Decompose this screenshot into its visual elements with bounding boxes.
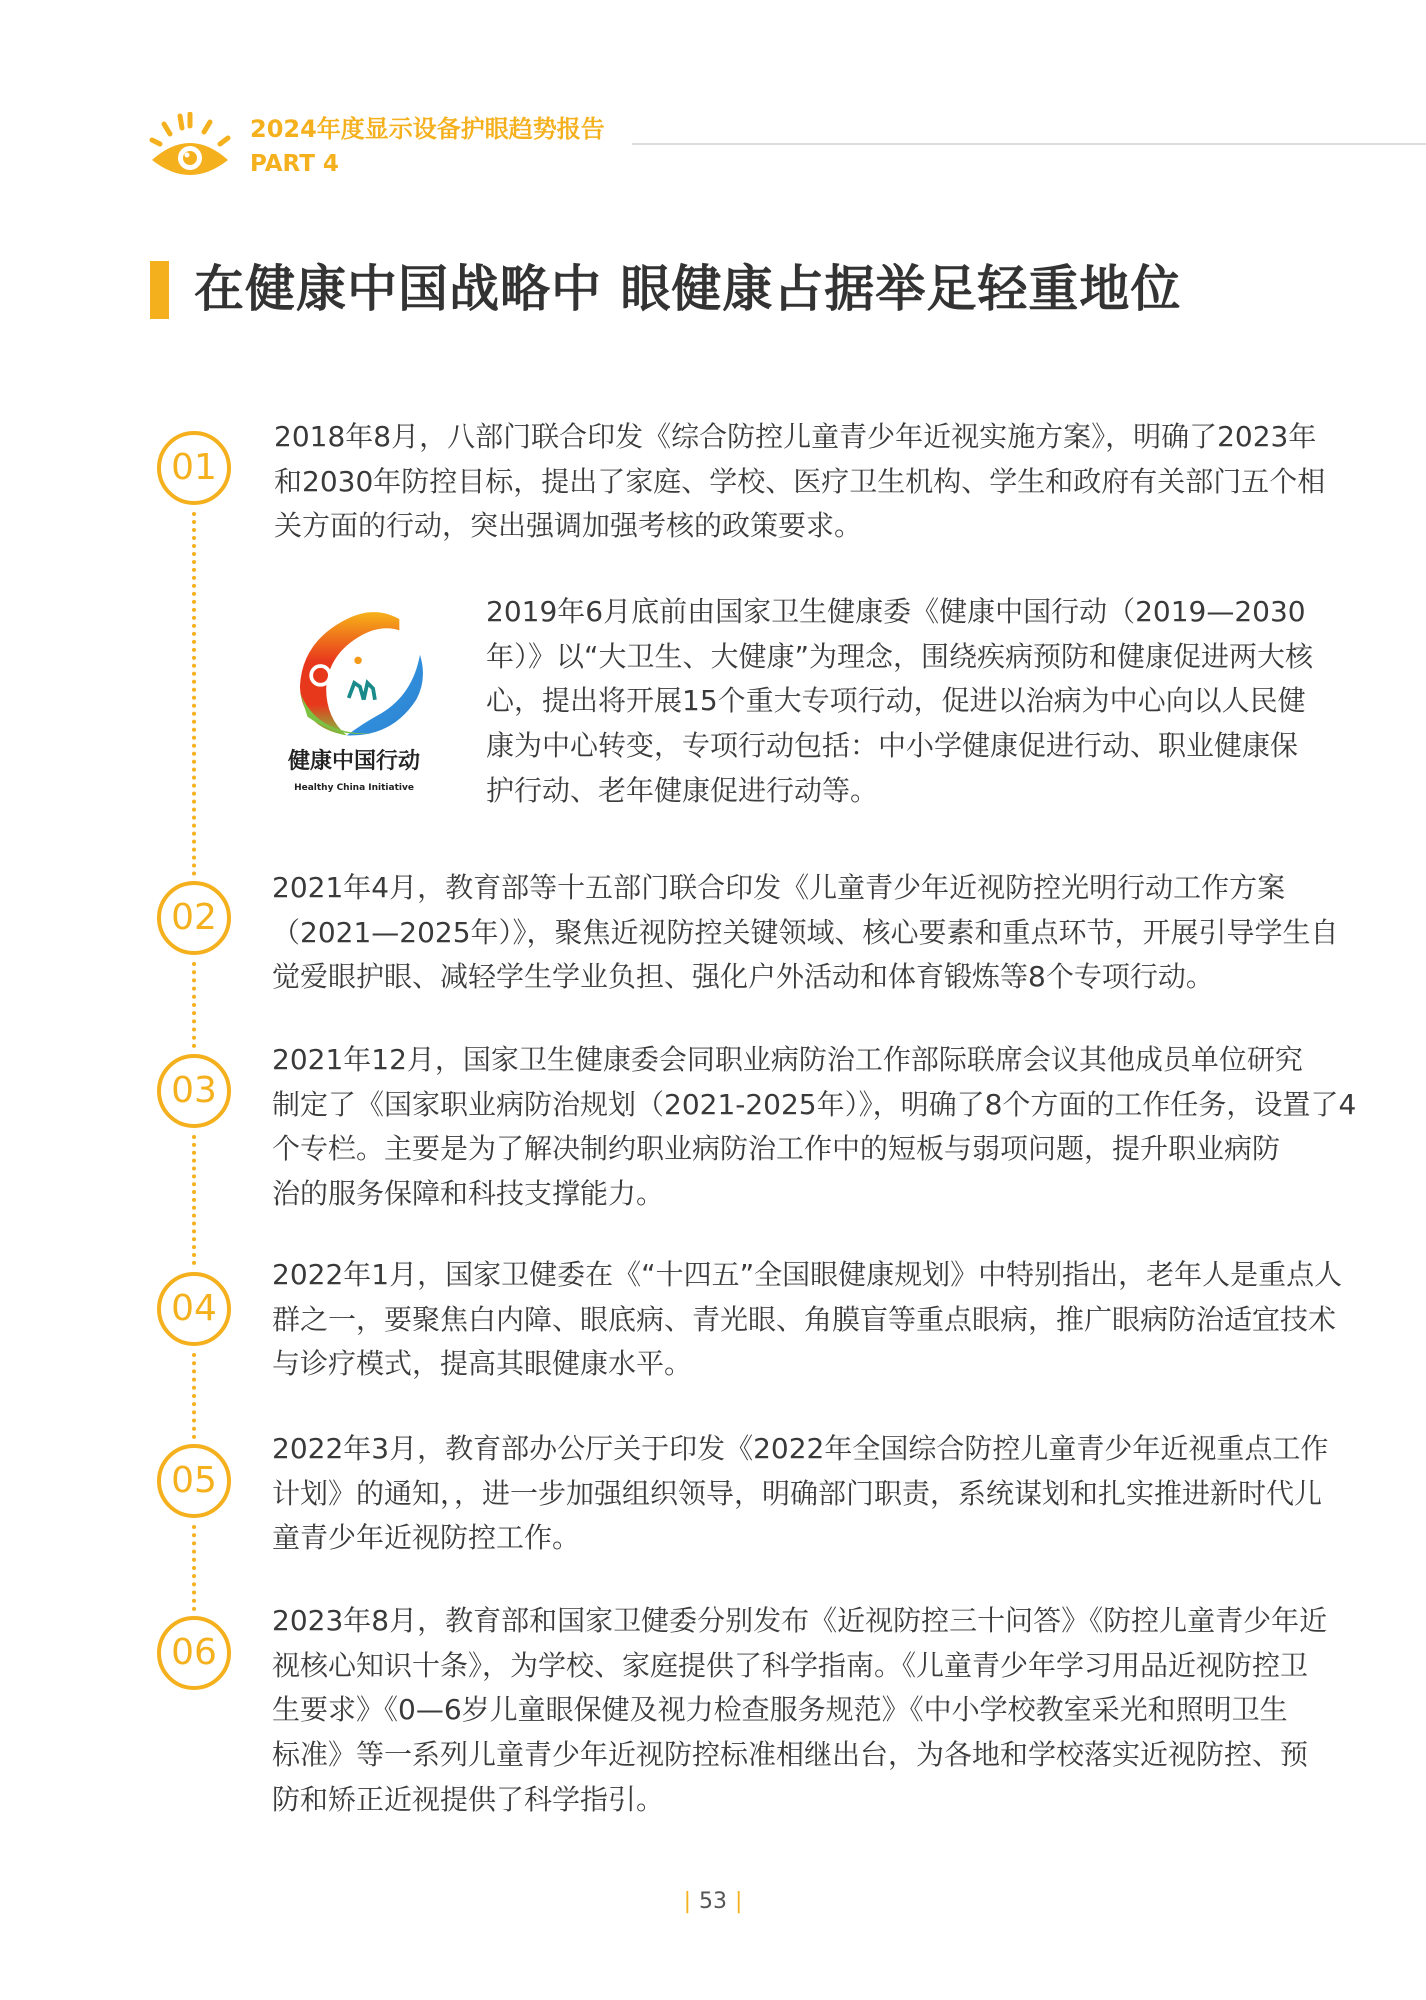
part-label: PART 4 <box>250 151 339 177</box>
section-title: 在健康中国战略中 眼健康占据举足轻重地位 <box>194 260 1182 318</box>
timeline-text-03 <box>272 1038 1356 1217</box>
heading-accent-bar <box>150 261 169 319</box>
timeline-connector <box>192 1353 196 1439</box>
timeline-number-01: 01 <box>157 431 231 505</box>
text-line: 治的服务保障和科技支撑能力。 <box>272 1177 665 1211</box>
eye-icon <box>148 112 232 178</box>
text-line: 防和矫正近视提供了科学指引。 <box>272 1782 665 1816</box>
text-line: 2021年4月，教育部等十五部门联合印发《儿童青少年近视防控光明行动工作方案 <box>272 871 1286 904</box>
timeline-text-06 <box>272 1599 1327 1822</box>
text-line: 觉爱眼护眼、减轻学生学业负担、强化户外活动和体育锻炼等8个专项行动。 <box>272 960 1214 994</box>
timeline-number-03: 03 <box>157 1054 231 1128</box>
text-line: 计划》的通知，，进一步加强组织领导，明确部门职责，系统谋划和扎实推进新时代儿 <box>272 1476 1323 1510</box>
header-divider <box>632 143 1426 145</box>
report-title: 2024年度显示设备护眼趋势报告 <box>250 115 605 143</box>
page-number-value: 53 <box>699 1889 727 1914</box>
timeline-number-05: 05 <box>157 1444 231 1518</box>
page-number-divider: | <box>683 1889 691 1914</box>
text-line: 关方面的行动，突出强调加强考核的政策要求。 <box>274 509 863 543</box>
text-line: 和2030年防控目标，提出了家庭、学校、医疗卫生机构、学生和政府有关部门五个相 <box>274 464 1326 498</box>
text-line: 标准》等一系列儿童青少年近视防控标准相继出台，为各地和学校落实近视防控、预 <box>272 1738 1309 1772</box>
text-line: 2022年3月，教育部办公厅关于印发《2022年全国综合防控儿童青少年近视重点工作 <box>272 1432 1329 1465</box>
page-number-divider: | <box>735 1889 743 1914</box>
healthy-china-logo <box>284 606 434 742</box>
timeline-text-04 <box>272 1253 1342 1387</box>
text-line: 年）》以“大卫生、大健康”为理念，围绕疾病预防和健康促进两大核 <box>486 639 1314 673</box>
healthy-china-text <box>486 590 1313 813</box>
text-line: 制定了《国家职业病防治规划（2021-2025年）》，明确了8个方面的工作任务，设置了4 <box>272 1087 1357 1121</box>
timeline-connector <box>192 1135 196 1265</box>
timeline-number-02: 02 <box>157 881 231 955</box>
text-line: 护行动、老年健康促进行动等。 <box>486 773 879 807</box>
text-line: 2023年8月，教育部和国家卫健委分别发布《近视防控三十问答》《防控儿童青少年近 <box>272 1604 1328 1637</box>
text-line: （2021—2025年）》，聚焦近视防控关键领域、核心要素和重点环节，开展引导学生自 <box>272 915 1339 949</box>
text-line: 2022年1月，国家卫健委在《“十四五”全国眼健康规划》中特别指出，老年人是重点人 <box>272 1258 1343 1291</box>
logo-subcaption: Healthy China Initiative <box>294 783 414 793</box>
text-line: 视核心知识十条》，为学校、家庭提供了科学指南。《儿童青少年学习用品近视防控卫 <box>272 1648 1309 1682</box>
timeline-text-01 <box>274 415 1325 549</box>
timeline-text-02 <box>272 866 1339 1000</box>
text-line: 康为中心转变，专项行动包括：中小学健康促进行动、职业健康保 <box>486 729 1299 763</box>
timeline-connector <box>192 512 196 876</box>
timeline-connector <box>192 962 196 1048</box>
timeline-number-06: 06 <box>157 1616 231 1690</box>
timeline-text-05 <box>272 1427 1328 1561</box>
text-line: 生要求》《0—6岁儿童眼保健及视力检查服务规范》《中小学校教室采光和照明卫生 <box>272 1693 1288 1727</box>
logo-caption: 健康中国行动 <box>287 749 420 774</box>
text-line: 2018年8月，八部门联合印发《综合防控儿童青少年近视实施方案》，明确了2023年 <box>274 420 1317 453</box>
text-line: 童青少年近视防控工作。 <box>272 1521 581 1555</box>
page-number <box>0 1888 1426 1916</box>
timeline-connector <box>192 1525 196 1611</box>
text-line: 个专栏。主要是为了解决制约职业病防治工作中的短板与弱项问题，提升职业病防 <box>272 1132 1281 1166</box>
timeline-number-04: 04 <box>157 1272 231 1346</box>
text-line: 与诊疗模式，提高其眼健康水平。 <box>272 1347 693 1381</box>
text-line: 2021年12月，国家卫生健康委会同职业病防治工作部际联席会议其他成员单位研究 <box>272 1043 1303 1076</box>
text-line: 心，提出将开展15个重大专项行动，促进以治病为中心向以人民健 <box>486 684 1306 718</box>
text-line: 群之一，要聚焦白内障、眼底病、青光眼、角膜盲等重点眼病，推广眼病防治适宜技术 <box>272 1302 1337 1336</box>
text-line: 2019年6月底前由国家卫生健康委《健康中国行动（2019—2030 <box>486 595 1306 628</box>
